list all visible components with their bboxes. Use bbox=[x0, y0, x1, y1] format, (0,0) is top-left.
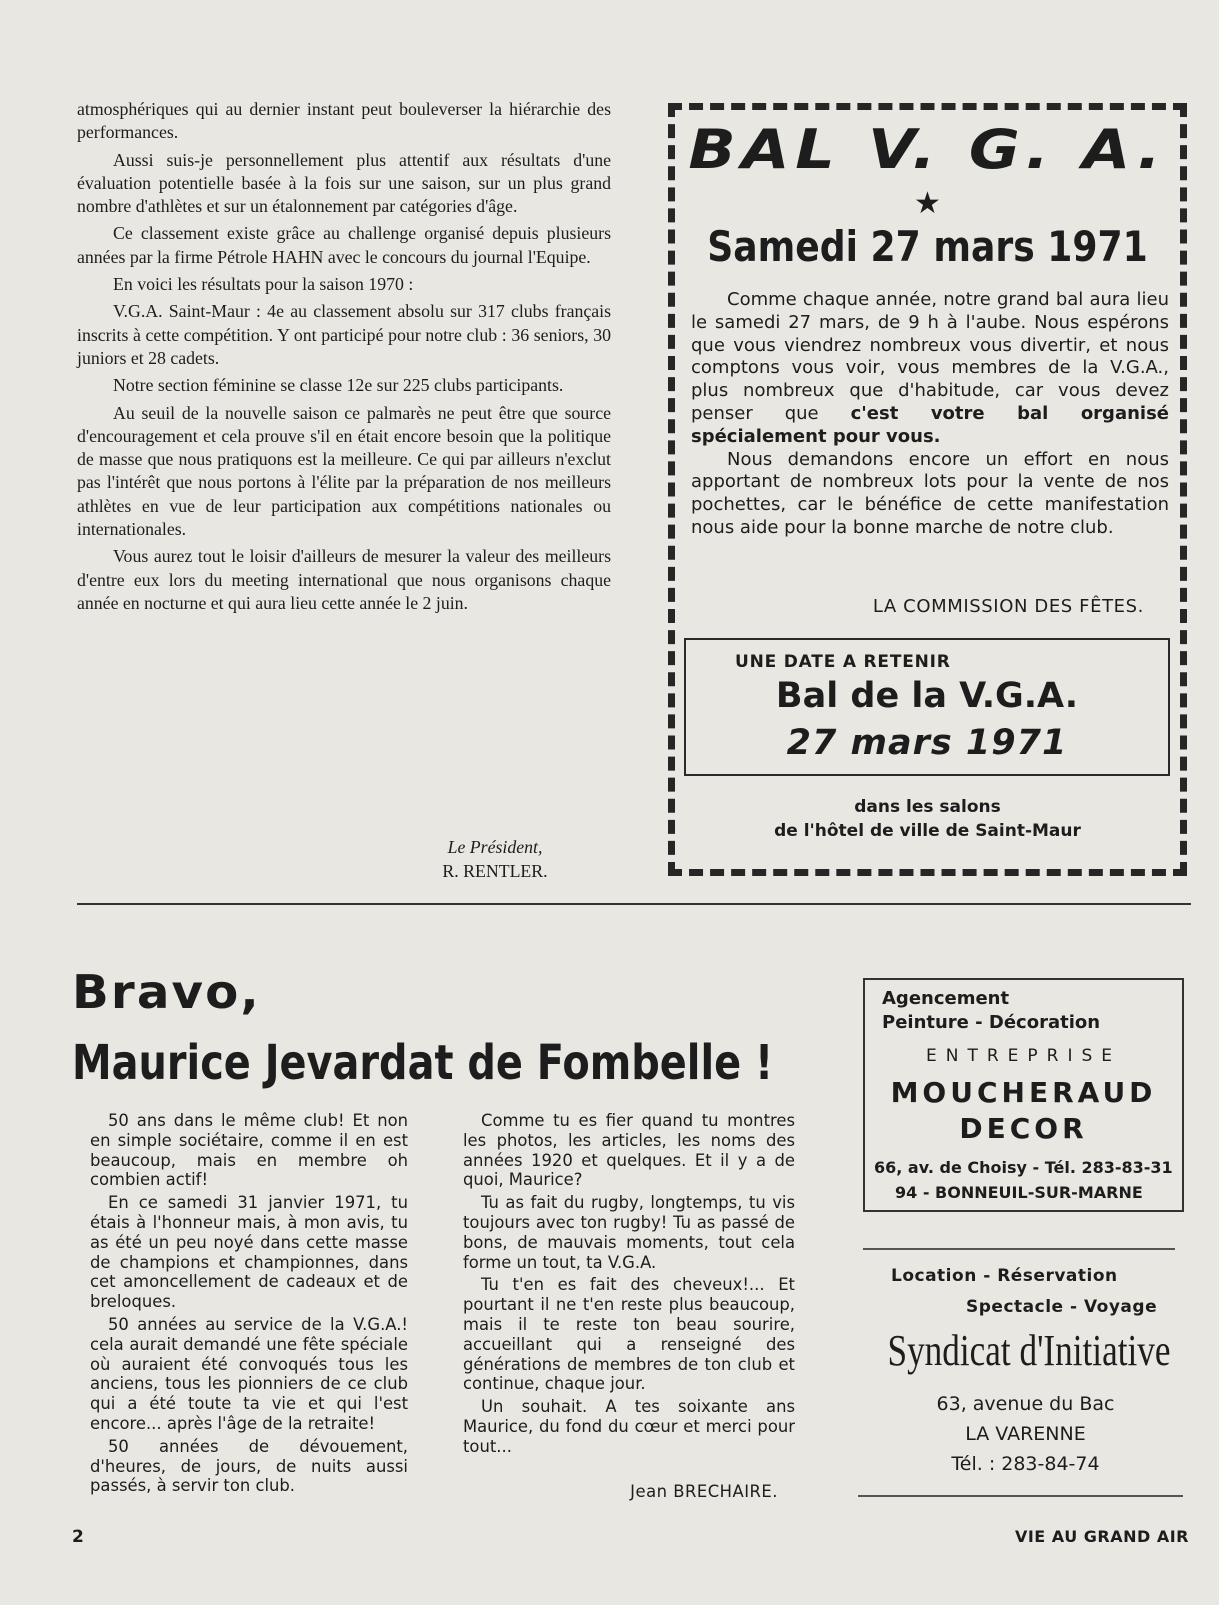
bal-venue bbox=[668, 795, 1187, 843]
signature-name: R. RENTLER. bbox=[442, 861, 548, 881]
article-paragraph: atmosphériques qui au dernier instant peut bouleverser la hiérarchie des performances. bbox=[77, 99, 611, 143]
date-reminder-title: Bal de la V.G.A. bbox=[775, 676, 1079, 716]
ad-address: 66, av. de Choisy - Tél. 283-83-31 bbox=[874, 1158, 1173, 1177]
article-paragraph: Notre section féminine se classe 12e sur 225 clubs participants. bbox=[113, 375, 564, 396]
magazine-name: VIE AU GRAND AIR bbox=[1014, 1527, 1189, 1546]
bravo-column-2 bbox=[463, 1111, 795, 1457]
ad-divider bbox=[863, 1248, 1175, 1250]
address-line: LA VARENNE bbox=[965, 1423, 1086, 1445]
date-reminder-date: 27 mars 1971 bbox=[786, 723, 1068, 763]
address-line: 63, avenue du Bac bbox=[936, 1393, 1115, 1415]
star-icon: ★ bbox=[914, 186, 941, 221]
article-body bbox=[77, 98, 611, 615]
bravo-paragraph: Comme tu es fier quand tu montres les photos, les articles, les noms des années 1920 et quelques. Et il y a de quoi, Maurice? bbox=[463, 1111, 795, 1190]
syndicat-address bbox=[853, 1389, 1198, 1479]
ad-company-name: MOUCHERAUD bbox=[890, 1076, 1157, 1109]
ad-line: Location - Réservation bbox=[891, 1266, 1118, 1286]
bravo-headline-name: Maurice Jevardat de Fombelle ! bbox=[72, 1035, 774, 1091]
article-paragraph: V.G.A. Saint-Maur : 4e au classement absolu sur 317 clubs français inscrits à cette compétition. Y ont participé pour notre club : 36 seniors, 30 juniors et 28 cadets. bbox=[77, 301, 611, 368]
bravo-paragraph: Tu as fait du rugby, longtemps, tu vis toujours avec ton rugby! Tu as passé de bons, de mauvais moments, tout cela forme un tout, ta V.G.A. bbox=[463, 1193, 795, 1272]
ad-line: ENTREPRISE bbox=[925, 1046, 1121, 1066]
article-paragraph: Au seuil de la nouvelle saison ce palmarès ne peut être que source d'encouragement et cela prouve s'il en était encore besoin que la politique de masse que nous pratiquons est la meilleure. Ce qui par ailleurs n'exclut pas l'intérêt que nous portons à l'élite par la préparation de nos meilleurs athlètes en vue de leur participation aux compétitions nationales ou internationales. bbox=[77, 402, 611, 540]
bal-date: Samedi 27 mars 1971 bbox=[707, 222, 1148, 271]
venue-line: de l'hôtel de ville de Saint-Maur bbox=[774, 821, 1081, 841]
syndicat-title: Syndicat d'Initiative bbox=[887, 1326, 1171, 1375]
bravo-author: Jean BRECHAIRE. bbox=[630, 1482, 778, 1501]
ad-city: 94 - BONNEUIL-SUR-MARNE bbox=[895, 1183, 1143, 1202]
ad-divider bbox=[858, 1495, 1183, 1497]
article-paragraph: Aussi suis-je personnellement plus attentif aux résultats d'une évaluation potentielle basée à la fois sur une saison, sur un plus grand nombre d'athlètes et sur un étalonnement par catégories d'âge. bbox=[77, 149, 611, 217]
signature-role: Le Président, bbox=[447, 837, 543, 857]
section-divider bbox=[77, 903, 1191, 905]
phone-line: Tél. : 283-84-74 bbox=[951, 1453, 1100, 1475]
page-number: 2 bbox=[72, 1527, 84, 1547]
bal-text bbox=[691, 289, 1169, 540]
article-paragraph: En voici les résultats pour la saison 1970 : bbox=[113, 274, 414, 295]
date-reminder-heading: UNE DATE A RETENIR bbox=[735, 652, 951, 672]
article-signature bbox=[395, 835, 595, 883]
bravo-paragraph: Un souhait. A tes soixante ans Maurice, du fond du cœur et merci pour tout... bbox=[463, 1397, 795, 1456]
article-paragraph: Ce classement existe grâce au challenge organisé depuis plusieurs années par la firme Pétrole HAHN avec le concours du journal l'Equipe. bbox=[77, 223, 611, 267]
ad-line: Peinture - Décoration bbox=[882, 1012, 1101, 1033]
bravo-paragraph: Tu t'en es fait des cheveux!... Et pourtant il ne t'en reste plus beaucoup, mais il te reste ton beau sourire, accueillant qui a renseigné des générations de membres de ton club et continue, chaque jour. bbox=[463, 1275, 795, 1394]
bravo-headline: Bravo, bbox=[72, 965, 261, 1019]
bal-paragraph: Comme chaque année, notre grand bal aura lieu le samedi 27 mars, de 9 h à l'aube. Nous espérons que vous viendrez nombreux vous divertir, et nous comptons vous voir, vous membres de la V.G.A., plus nombreux que d'habitude, car vous devez penser que bbox=[691, 289, 1169, 424]
bravo-paragraph: 50 ans dans le même club! Et non en simple sociétaire, comme il en est beaucoup, mais en membre oh combien actif! bbox=[90, 1111, 408, 1190]
venue-line: dans les salons bbox=[854, 797, 1001, 817]
commission-signature: LA COMMISSION DES FÊTES. bbox=[872, 596, 1144, 617]
ad-line: Spectacle - Voyage bbox=[966, 1297, 1158, 1317]
bal-paragraph: Nous demandons encore un effort en nous apportant de nombreux lots pour la vente de nos pochettes, car le bénéfice de cette manifestation nous aide pour la bonne marche de notre club. bbox=[691, 448, 1169, 538]
bravo-paragraph: 50 années au service de la V.G.A.! cela aurait demandé une fête spéciale où auraient été convoqués tous les anciens, tous les pionniers de ce club qui a été toute ta vie et qui l'est encore... après l'âge de la retraite! bbox=[90, 1314, 408, 1433]
article-paragraph: Vous aurez tout le loisir d'ailleurs de mesurer la valeur des meilleurs d'entre eux lors du meeting international que nous organisons chaque année en nocturne et qui aura lieu cette année le 2 juin. bbox=[77, 546, 611, 613]
ad-company-name: DECOR bbox=[959, 1112, 1088, 1145]
ad-line: Agencement bbox=[882, 988, 1010, 1009]
bravo-column-1 bbox=[90, 1111, 408, 1496]
bravo-paragraph: 50 années de dévouement, d'heures, de jours, de nuits aussi passés, à servir ton club. bbox=[90, 1436, 408, 1496]
bravo-paragraph: En ce samedi 31 janvier 1971, tu étais à l'honneur mais, à mon avis, tu as été un peu noyé dans cette masse de champions et championnes, dans cet amoncellement de cadeaux et de breloques. bbox=[90, 1193, 408, 1312]
bal-paragraph-bold: c'est votre bal organisé spécialement pour vous. bbox=[691, 402, 1169, 447]
bal-title: BAL V. G. A. bbox=[688, 118, 1167, 181]
